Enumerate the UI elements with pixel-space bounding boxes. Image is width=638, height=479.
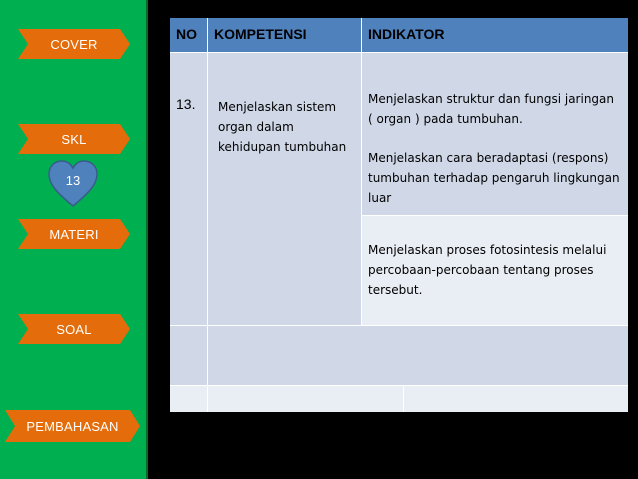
soal-label: SOAL xyxy=(56,321,92,337)
cover-label: COVER xyxy=(50,36,98,52)
soal-button[interactable] xyxy=(18,310,130,348)
row-no-cell xyxy=(170,52,208,325)
competency-table xyxy=(170,18,628,412)
badge-number: 13 xyxy=(65,173,81,188)
empty-no-cell xyxy=(170,325,208,385)
skl-button[interactable] xyxy=(18,120,130,158)
indikator-text-3: Menjelaskan proses fotosintesis melalui percobaan-percobaan tentang proses tersebut. xyxy=(368,243,607,297)
indikator-cell-2 xyxy=(362,215,628,325)
materi-label: MATERI xyxy=(49,226,99,242)
header-indikator: INDIKATOR xyxy=(362,18,628,52)
skl-label: SKL xyxy=(61,131,87,147)
pembahasan-label: PEMBAHASAN xyxy=(26,418,119,434)
indikator-text-2: Menjelaskan cara beradaptasi (respons) tumbuhan terhadap pengaruh lingkungan luar xyxy=(368,151,620,205)
header-no: NO xyxy=(170,18,208,52)
cover-button[interactable] xyxy=(18,25,130,63)
header-kompetensi: KOMPETENSI xyxy=(208,18,362,52)
kompetensi-cell xyxy=(208,52,362,325)
sidebar-nav xyxy=(0,0,148,479)
empty-content-cell xyxy=(208,325,628,385)
row-no: 13. xyxy=(176,96,196,112)
materi-button[interactable] xyxy=(18,215,130,253)
heart-icon xyxy=(48,160,98,208)
pembahasan-button[interactable] xyxy=(5,406,140,446)
empty-no-cell-2 xyxy=(170,385,208,412)
empty-kompetensi-cell-2 xyxy=(208,385,404,412)
empty-indikator-cell-2 xyxy=(404,385,628,412)
indikator-text-1: Menjelaskan struktur dan fungsi jaringan ( organ ) pada tumbuhan. xyxy=(368,92,614,126)
indikator-cell-1 xyxy=(362,52,628,215)
kompetensi-text: Menjelaskan sistem organ dalam kehidupan tumbuhan xyxy=(218,100,347,154)
